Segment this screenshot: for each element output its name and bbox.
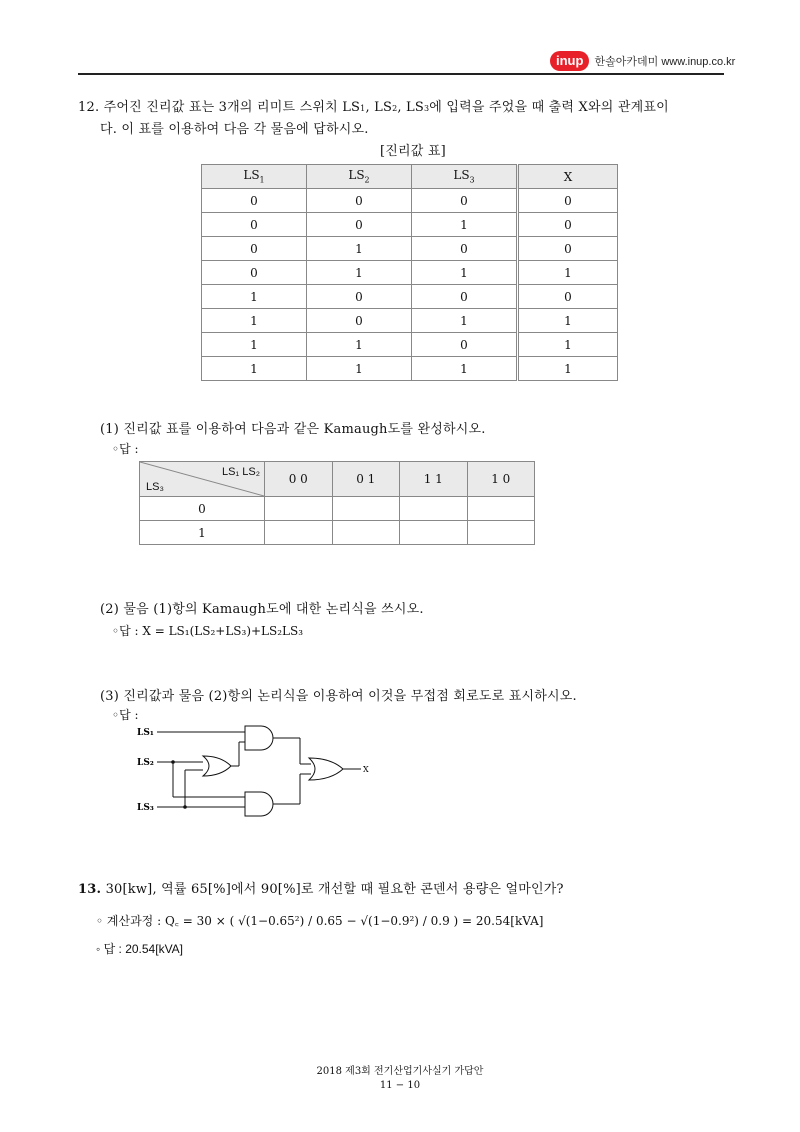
truth-table-cell: 1: [307, 237, 412, 261]
truth-table-cell: 0: [412, 189, 518, 213]
input-ls3: LS₃: [137, 803, 154, 813]
q13-answer-row: [96, 940, 183, 957]
input-ls2: LS₂: [137, 758, 154, 768]
q13-answer-label: ◦ 답 :: [96, 942, 122, 956]
truth-table-row: [202, 285, 618, 309]
sub2-question: (2) 물음 (1)항의 Kamaugh도에 대한 논리식을 쓰시오.: [100, 602, 424, 617]
kmap-row-0: 0: [140, 497, 265, 521]
q12-number: 12.: [78, 100, 100, 115]
truth-table-cell: 1: [518, 309, 618, 333]
truth-table-header: [202, 165, 618, 189]
kmap-cell: [265, 497, 333, 521]
q13-calc-label: ◦ 계산과정 :: [96, 914, 162, 928]
truth-table-cell: 0: [518, 189, 618, 213]
q13-answer: 20.54[kVA]: [125, 942, 184, 956]
footer-title: 2018 제3회 전기산업기사실기 가답안: [316, 1066, 484, 1077]
kmap-col-10: 1 0: [467, 462, 535, 497]
truth-table-cell: 1: [307, 333, 412, 357]
q13-question: 30[kw], 역률 65[%]에서 90[%]로 개선할 때 필요한 콘덴서 용량은 얼마인가?: [105, 882, 564, 897]
truth-table-cell: 1: [518, 261, 618, 285]
kmap-top-label: LS₁ LS₂: [222, 466, 260, 478]
truth-table-cell: 1: [412, 261, 518, 285]
or-gate-1: [203, 756, 231, 776]
input-ls1: LS₁: [137, 728, 154, 738]
th-x: X: [518, 165, 618, 189]
truth-table-row: [202, 333, 618, 357]
kmap-cell: [400, 521, 468, 545]
truth-table-cell: 1: [202, 333, 307, 357]
th-ls1: $LS_1$: [202, 165, 307, 189]
truth-table-cell: 1: [518, 357, 618, 381]
truth-table-caption: [진리값 표]: [380, 144, 446, 159]
truth-table-cell: 1: [202, 309, 307, 333]
footer-page: 11 − 10: [379, 1080, 421, 1091]
truth-table-cell: 1: [202, 285, 307, 309]
truth-table-cell: 1: [412, 357, 518, 381]
kmap-side-label: LS₃: [146, 481, 164, 493]
truth-table-cell: 0: [202, 213, 307, 237]
kmap-cell: [332, 521, 400, 545]
truth-table-row: [202, 309, 618, 333]
sub2-answer: X = LS₁(LS₂+LS₃)+LS₂LS₃: [142, 624, 304, 638]
truth-table-cell: 0: [202, 189, 307, 213]
and-gate-1: [245, 726, 273, 750]
th-ls3: $LS_3$: [412, 165, 518, 189]
output-x: X: [363, 765, 369, 774]
q12-text: 12. 주어진 진리값 표는 3개의 리미트 스위치 LS1, LS2, LS3에 입력을 주었을 때 출력 X와의 관계표이: [78, 100, 669, 115]
truth-table-cell: 0: [202, 261, 307, 285]
truth-table-cell: 1: [307, 261, 412, 285]
kmap-cell: [332, 497, 400, 521]
sub1-question: (1) 진리값 표를 이용하여 다음과 같은 Kamaugh도를 완성하시오.: [100, 422, 486, 437]
kmap-col-01: 0 1: [332, 462, 400, 497]
sub1-answer-label: ◦답 :: [112, 442, 139, 456]
kmap-col-11: 1 1: [400, 462, 468, 497]
kmap-cell: [265, 521, 333, 545]
sub3-answer-label: ◦답 :: [112, 708, 139, 722]
truth-table-cell: 1: [518, 333, 618, 357]
kmap-col-00: 0 0: [265, 462, 333, 497]
kmap-cell: [467, 497, 535, 521]
kmap-cell: [400, 497, 468, 521]
truth-table-cell: 1: [307, 357, 412, 381]
truth-table-cell: 0: [412, 333, 518, 357]
kmap-corner: [140, 462, 265, 497]
truth-table-row: [202, 357, 618, 381]
sub2-answer-label: ◦답 :: [112, 624, 139, 638]
kmap-table: [139, 461, 535, 545]
truth-table-row: [202, 237, 618, 261]
truth-table-cell: 0: [307, 285, 412, 309]
header-rule: [78, 73, 724, 75]
th-ls2: $LS_2$: [307, 165, 412, 189]
q13-calc: Q꜀ = 30 × ( √(1−0.65²) / 0.65 − √(1−0.9²) / 0.9 ) = 20.54[kVA]: [164, 914, 544, 928]
header-site: 한솔아카데미 www.inup.co.kr: [594, 56, 736, 68]
q12-line1: 주어진 진리값 표는 3개의 리미트 스위치 LS: [103, 100, 361, 115]
truth-table-cell: 0: [307, 309, 412, 333]
truth-table-cell: 0: [412, 285, 518, 309]
truth-table-row: [202, 189, 618, 213]
q13-text: [78, 878, 564, 897]
truth-table-cell: 1: [412, 309, 518, 333]
truth-table-cell: 0: [412, 237, 518, 261]
header: [550, 50, 735, 69]
or-gate-final: [309, 758, 343, 780]
sub3-question: (3) 진리값과 물음 (2)항의 논리식을 이용하여 이것을 무접점 회로도로 표시하시오.: [100, 689, 577, 704]
kmap-cell: [467, 521, 535, 545]
truth-table-cell: 0: [518, 237, 618, 261]
q12-line1-rest: 에 입력을 주었을 때 출력 X와의 관계표이: [429, 100, 669, 115]
truth-table-cell: 0: [202, 237, 307, 261]
kmap-row-1: 1: [140, 521, 265, 545]
logic-circuit: [135, 722, 385, 822]
truth-table-cell: 1: [412, 213, 518, 237]
truth-table-cell: 0: [518, 285, 618, 309]
truth-table-cell: 1: [202, 357, 307, 381]
truth-table-cell: 0: [307, 213, 412, 237]
q13-number: 13.: [78, 882, 102, 897]
truth-table: [201, 164, 618, 381]
truth-table-row: [202, 261, 618, 285]
truth-table-cell: 0: [307, 189, 412, 213]
truth-table-row: [202, 213, 618, 237]
q12-line2: 다. 이 표를 이용하여 다음 각 물음에 답하시오.: [100, 122, 369, 137]
inup-logo: inup: [550, 51, 589, 71]
q13-calc-row: [96, 912, 543, 929]
sub2-answer-row: [112, 622, 303, 639]
and-gate-2: [245, 792, 273, 816]
truth-table-cell: 0: [518, 213, 618, 237]
